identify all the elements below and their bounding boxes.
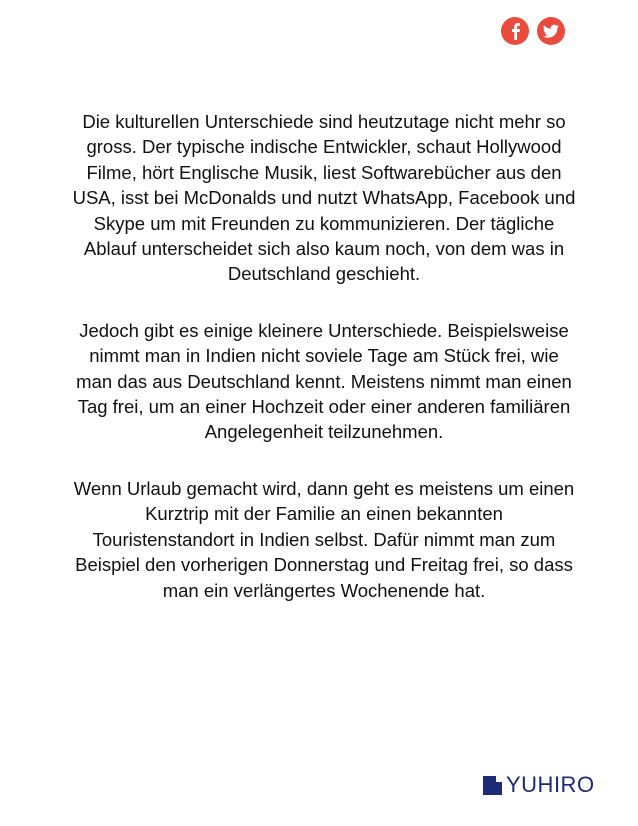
- logo-square-icon: [483, 776, 502, 795]
- social-share-bar: [501, 17, 565, 45]
- document-body: [72, 109, 576, 634]
- facebook-icon: [508, 22, 522, 40]
- paragraph-3: Wenn Urlaub gemacht wird, dann geht es meistens um einen Kurztrip mit der Familie an einen bekannten Touristenstandort in Indien selbst. Dafür nimmt man zum Beispiel den vorherigen Donnerstag und Freitag frei, so dass man ein verlängertes Wochenende hat.: [73, 477, 575, 601]
- facebook-share-button[interactable]: [501, 17, 529, 45]
- paragraph-1: Die kulturellen Unterschiede sind heutzutage nicht mehr so gross. Der typische indische Entwickler, schaut Hollywood Filme, hört Englische Musik, liest Softwarebücher aus den USA, isst bei McDonalds und nutzt WhatsApp, Facebook und Skype um mit Freunden zu kommunizieren. Der tägliche Ablauf unterscheidet sich also kaum noch, von dem was in Deutschland geschieht.: [72, 111, 576, 285]
- brand-logo: [483, 770, 595, 800]
- twitter-bird-icon: [542, 23, 560, 39]
- brand-name: YUHIRO: [506, 772, 595, 797]
- paragraph-2: Jedoch gibt es einige kleinere Unterschiede. Beispielsweise nimmt man in Indien nicht soviele Tage am Stück frei, wie man das aus Deutschland kennt. Meistens nimmt man einen Tag frei, um an einer Hochzeit oder einer anderen familiären Angelegenheit teilzunehmen.: [76, 319, 572, 443]
- twitter-share-button[interactable]: [537, 17, 565, 45]
